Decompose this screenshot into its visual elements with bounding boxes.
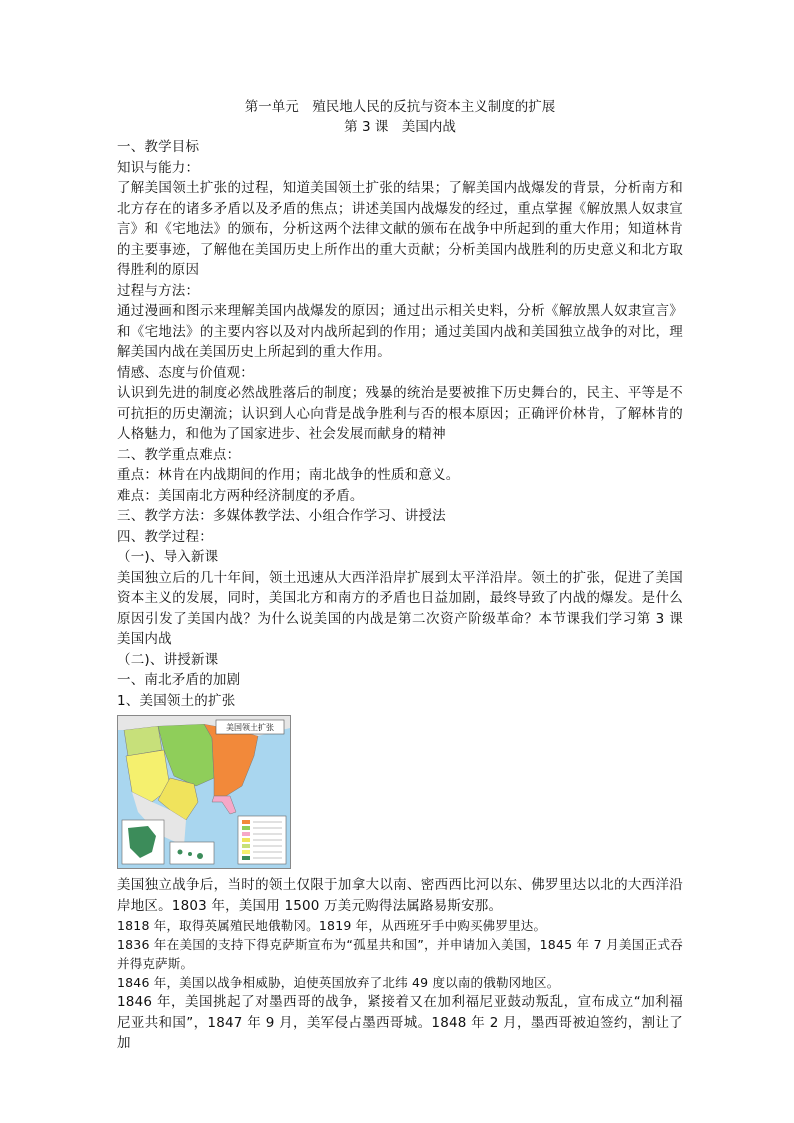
paragraph: 重点：林肯在内战期间的作用；南北战争的性质和意义。 — [117, 467, 460, 483]
paragraph: 美国独立战争后，当时的领土仅限于加拿大以南、密西西比河以东、佛罗里达以北的大西洋沿岸地区。1803 年，美国用 1500 万美元购得法属路易斯安那。 — [117, 877, 683, 914]
sub-heading: 一、南北矛盾的加剧 — [117, 672, 241, 688]
sub-heading: 情感、态度与价值观： — [117, 364, 254, 381]
section-heading: 一、教学目标 — [117, 139, 200, 155]
paragraph: 认识到先进的制度必然战胜落后的制度；残暴的统治是要被推下历史舞台的，民主、平等是不可抗拒的历史潮流；认识到人心向背是战争胜利与否的根本原因；正确评价林肯，了解林肯的人格魅力，和他为了国家进步、社会发展而献身的精神 — [117, 385, 683, 442]
document-page — [117, 97, 697, 1054]
paragraph: 了解美国领土扩张的过程，知道美国领土扩张的结果；了解美国内战爆发的背景，分析南方和北方存在的诸多矛盾以及矛盾的焦点；讲述美国内战爆发的经过，重点掌握《解放黑人奴隶宣言》和《宅地法》的颁布，分析这两个法律文献的颁布在战争中所起到的重大作用；知道林肯的主要事迹，了解他在美国历史上所作出的重大贡献；分析美国内战胜利的历史意义和北方取得胜利的原因 — [117, 180, 683, 278]
paragraph: 通过漫画和图示来理解美国内战爆发的原因；通过出示相关史料，分析《解放黑人奴隶宣言》和《宅地法》的主要内容以及对内战所起到的作用；通过美国内战和美国独立战争的对比，理解美国内战在美国历史上所起到的重大作用。 — [117, 303, 683, 360]
paragraph: 1836 年在美国的支持下得克萨斯宣布为“孤星共和国”，并申请加入美国，1845 年 7 月美国正式吞并得克萨斯。 — [117, 937, 683, 971]
unit-title: 第一单元 殖民地人民的反抗与资本主义制度的扩展 — [244, 99, 556, 115]
hawaii-inset — [170, 842, 214, 864]
section-heading: 二、教学重点难点： — [117, 446, 241, 463]
map-title: 美国领土扩张 — [226, 723, 274, 732]
lesson-title: 第 3 课 美国内战 — [344, 119, 456, 135]
paragraph: 难点：美国南北方两种经济制度的矛盾。 — [117, 487, 364, 504]
paragraph: 1846 年，美国挑起了对墨西哥的战争，紧接着又在加利福尼亚鼓动叛乱，宣布成立“加利福尼亚共和国”，1847 年 9 月，美军侵占墨西哥城。1848 年 2 月，墨西哥被迫签约，割让了加 — [117, 994, 683, 1051]
section-heading: 四、教学过程： — [117, 528, 213, 545]
sub-heading: （二)、讲授新课 — [117, 651, 219, 668]
section-heading: 三、教学方法：多媒体教学法、小组合作学习、讲授法 — [117, 508, 446, 524]
territory-expansion-map — [117, 715, 291, 869]
sub-heading: 1、美国领土的扩张 — [117, 692, 236, 709]
paragraph: 1846 年，美国以战争相威胁，迫使英国放弃了北纬 49 度以南的俄勒冈地区。 — [117, 975, 560, 990]
paragraph: 1818 年，取得英属殖民地俄勒冈。1819 年，从西班牙手中购买佛罗里达。 — [117, 918, 547, 933]
sub-heading: 知识与能力： — [117, 159, 200, 176]
paragraph: 美国独立后的几十年间，领土迅速从大西洋沿岸扩展到太平洋沿岸。领土的扩张，促进了美国资本主义的发展，同时，美国北方和南方的矛盾也日益加剧，最终导致了内战的爆发。是什么原因引发了美国内战？为什么说美国的内战是第二次资产阶级革命？本节课我们学习第 3 课 美国内战 — [117, 569, 697, 647]
sub-heading: 过程与方法： — [117, 282, 200, 299]
sub-heading: （一)、导入新课 — [117, 549, 219, 565]
map-illustration — [118, 716, 290, 868]
